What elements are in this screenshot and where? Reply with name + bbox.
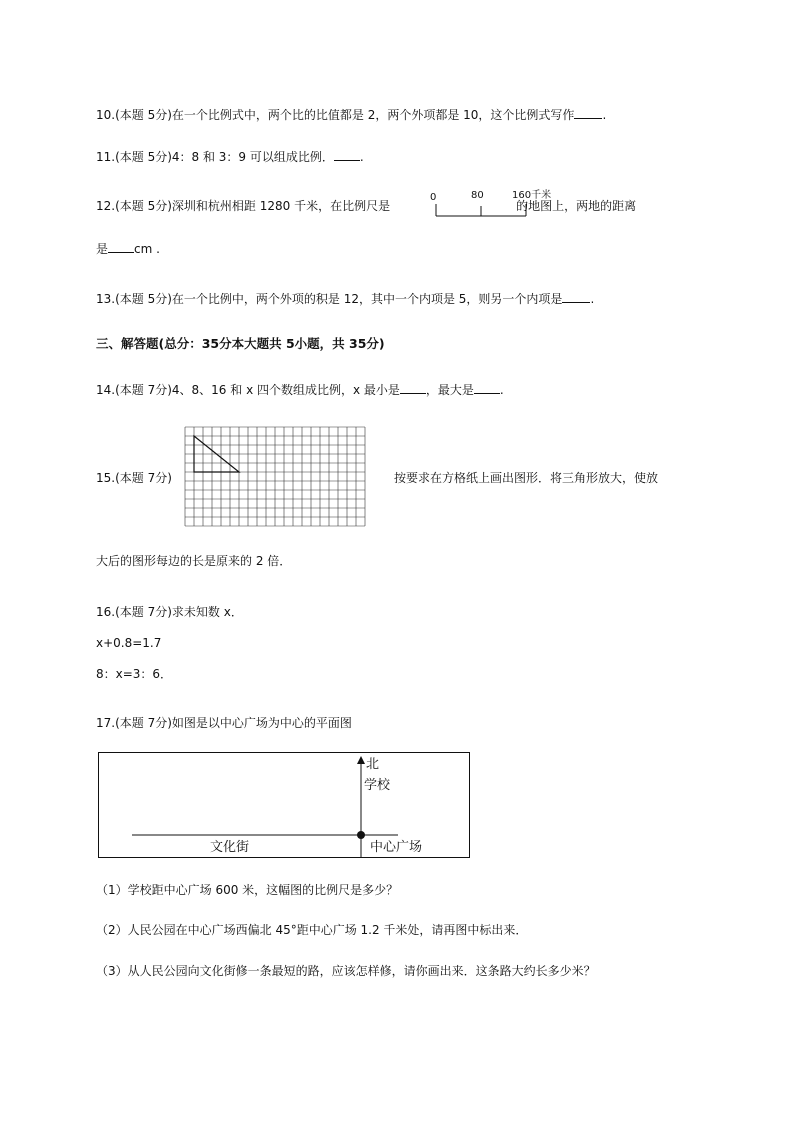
question-11-text: 11.(本题 5分)4：8 和 3：9 可以组成比例． bbox=[96, 150, 334, 164]
graph-paper-grid[interactable] bbox=[184, 426, 366, 532]
question-14 bbox=[96, 381, 504, 398]
scale-label-0: 0 bbox=[430, 192, 437, 203]
answer-blank[interactable] bbox=[108, 240, 134, 253]
question-16: 16.(本题 7分)求未知数 x． bbox=[96, 605, 243, 619]
plaza-label: 中心广场 bbox=[370, 840, 423, 855]
north-arrow-icon bbox=[357, 756, 365, 764]
street-label: 文化街 bbox=[210, 840, 250, 855]
period: . bbox=[499, 383, 504, 397]
question-17-sub-3: （3）从人民公园向文化街修一条最短的路，应该怎样修，请你画出来．这条路大约长多少米？ bbox=[96, 964, 596, 978]
question-10-text: 10.(本题 5分)在一个比例式中，两个比的比值都是 2，两个外项都是 10，这个比例式写作 bbox=[96, 108, 575, 122]
question-17-sub-2: （2）人民公园在中心广场西偏北 45°距中心广场 1.2 千米处，请再图中标出来． bbox=[96, 923, 528, 937]
question-12-text-cont: 的地图上，两地的距离 bbox=[516, 199, 637, 213]
plan-map bbox=[98, 752, 470, 858]
answer-blank[interactable] bbox=[574, 106, 602, 119]
question-11 bbox=[96, 148, 364, 165]
question-13-text: 13.(本题 5分)在一个比例中，两个外项的积是 12，其中一个内项是 5，则另一个内项是 bbox=[96, 292, 563, 306]
question-12-text: 12.(本题 5分)深圳和杭州相距 1280 千米，在比例尺是 bbox=[96, 199, 391, 213]
equation-1: x+0.8=1.7 bbox=[96, 636, 162, 650]
question-14-text: 14.(本题 7分)4、8、16 和 x 四个数组成比例，x 最小是 bbox=[96, 383, 400, 397]
question-13 bbox=[96, 290, 594, 307]
question-12-unit: cm . bbox=[134, 242, 160, 256]
question-15-label: 15.(本题 7分) bbox=[96, 471, 172, 485]
period: . bbox=[590, 292, 595, 306]
question-12-line-2 bbox=[96, 240, 160, 257]
question-15-text-2: 大后的图形每边的长是原来的 2 倍． bbox=[96, 554, 292, 568]
scale-label-80: 80 bbox=[471, 190, 484, 201]
scale-label-160: 160千米 bbox=[512, 190, 552, 201]
answer-blank[interactable] bbox=[562, 290, 590, 303]
answer-blank-max[interactable] bbox=[474, 381, 500, 394]
answer-blank-min[interactable] bbox=[400, 381, 426, 394]
question-12-text-2a: 是 bbox=[96, 242, 109, 256]
question-17: 17.(本题 7分)如图是以中心广场为中心的平面图 bbox=[96, 716, 352, 730]
north-label: 北 bbox=[366, 757, 380, 772]
map-scale-bar bbox=[430, 190, 560, 222]
question-15-text: 按要求在方格纸上画出图形．将三角形放大，使放 bbox=[394, 471, 659, 485]
scale-line bbox=[430, 190, 560, 222]
period: . bbox=[602, 108, 607, 122]
equation-2: 8：x=3：6． bbox=[96, 667, 173, 681]
center-plaza-dot bbox=[357, 831, 365, 839]
question-17-sub-1: （1）学校距中心广场 600 米，这幅图的比例尺是多少？ bbox=[96, 883, 399, 897]
question-14-text-b: ，最大是 bbox=[425, 383, 474, 397]
school-label: 学校 bbox=[364, 778, 391, 793]
section-3-title: 三、解答题(总分：35分本大题共 5小题，共 35分) bbox=[96, 336, 385, 351]
question-10 bbox=[96, 106, 606, 123]
period: . bbox=[359, 150, 364, 164]
answer-blank[interactable] bbox=[334, 148, 360, 161]
